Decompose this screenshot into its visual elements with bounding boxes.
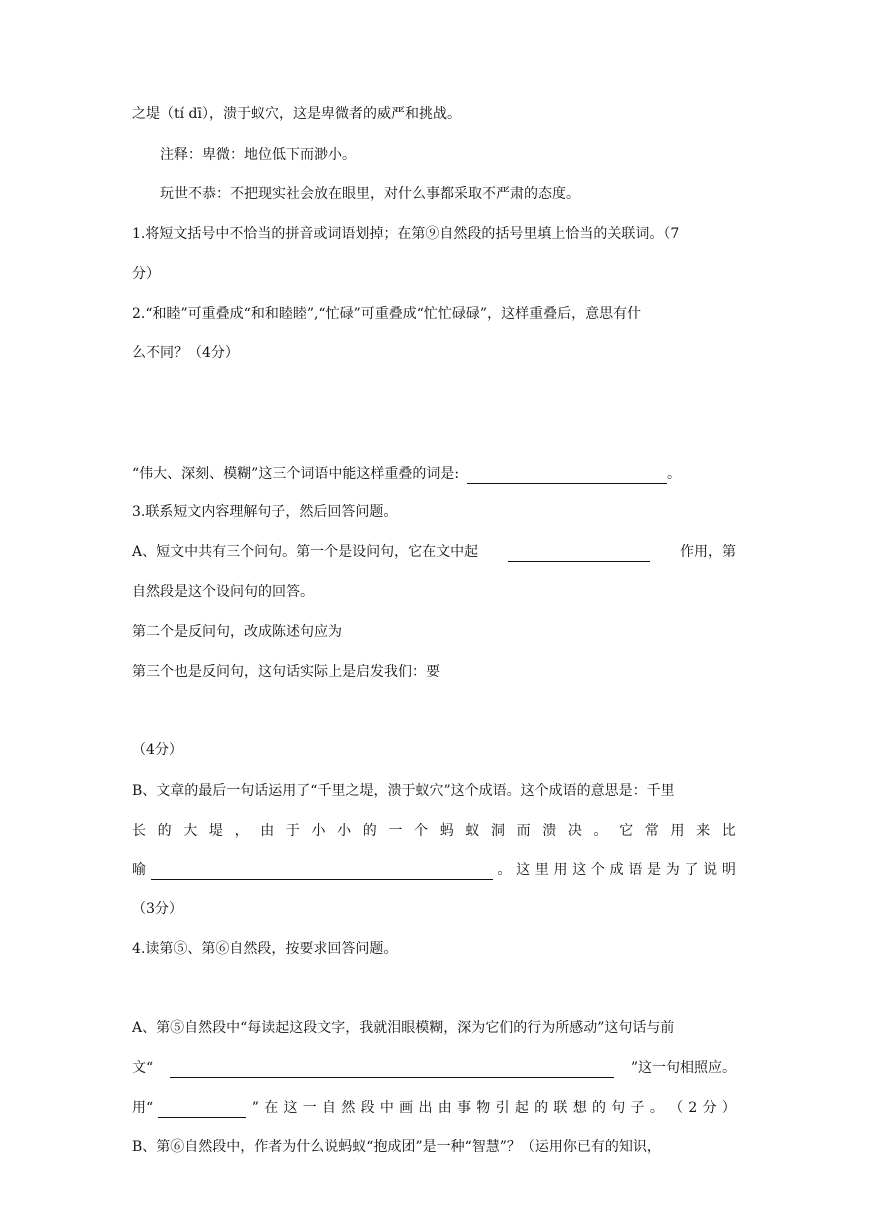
char: 个	[414, 823, 429, 839]
char: 的	[157, 823, 172, 839]
question-3a-third: 第三个也是反问句，这句话实际上是启发我们：要	[132, 664, 440, 680]
char: 一	[388, 823, 403, 839]
char: 比	[721, 823, 736, 839]
quote-close: ”这一句相照应。	[630, 1060, 736, 1076]
char: 引	[495, 1100, 510, 1116]
char: 里	[534, 862, 549, 878]
char: 用	[670, 823, 685, 839]
answer-blank[interactable]	[151, 863, 493, 880]
question-3a-text: A、短文中共有三个问句。第一个是设问句，它在文中起	[132, 544, 479, 560]
char: 是	[647, 862, 662, 878]
question-2-fill	[132, 464, 681, 484]
char: 了	[684, 862, 699, 878]
answer-blank[interactable]	[158, 1101, 246, 1118]
question-3a-tail: 作用，第	[679, 544, 736, 560]
question-1: 1.将短文括号中不恰当的拼音或词语划掉；在第⑨自然段的括号里填上恰当的关联词。（7	[132, 226, 680, 242]
char: 蚁	[465, 823, 480, 839]
question-3b-cont	[132, 821, 736, 841]
char: ，	[234, 823, 249, 839]
note-line: 注释：卑微：地位低下而渺小。	[160, 147, 356, 163]
question-2-fill-text: “伟大、深刻、模糊”这三个词语中能这样重叠的词是:	[132, 466, 460, 482]
question-4a-draw	[132, 1098, 736, 1118]
question-4: 4.读第⑤、第⑥自然段，按要求回答问题。	[132, 941, 398, 957]
char: 而	[516, 823, 531, 839]
question-1-cont: 分）	[132, 266, 160, 282]
char: 于	[285, 823, 300, 839]
char: 的	[534, 1100, 549, 1116]
char: 中	[379, 1100, 394, 1116]
char: 小	[311, 823, 326, 839]
char: 。	[649, 1100, 664, 1116]
question-3a-cont: 自然段是这个设问句的回答。	[132, 584, 314, 600]
char: 画	[399, 1100, 414, 1116]
question-3: 3.联系短文内容理解句子，然后回答问题。	[132, 504, 398, 520]
char: 用	[553, 862, 568, 878]
question-2-cont: 么不同？（4分）	[132, 345, 239, 361]
question-3b-fill	[132, 860, 736, 880]
note-line: 玩世不恭：不把现实社会放在眼里，对什么事都采取不严肃的态度。	[160, 186, 580, 202]
char: 2	[688, 1100, 698, 1116]
char: 溃	[542, 823, 557, 839]
char: 分	[702, 1100, 717, 1116]
char: 语	[628, 862, 643, 878]
char: 由	[260, 823, 275, 839]
char: 事	[457, 1100, 471, 1116]
char: 出	[418, 1100, 433, 1116]
char: 句	[611, 1100, 626, 1116]
char: 明	[721, 862, 736, 878]
char: 喻	[132, 862, 146, 878]
char: 用“	[132, 1100, 154, 1116]
char: 子	[630, 1100, 645, 1116]
char: 长	[132, 823, 146, 839]
char: 段	[360, 1100, 375, 1116]
char: 的	[362, 823, 377, 839]
char: 决	[567, 823, 582, 839]
char: 然	[341, 1100, 356, 1116]
char: 成	[609, 862, 624, 878]
char: 来	[696, 823, 711, 839]
char: 联	[553, 1100, 568, 1116]
score-label: （3分）	[132, 901, 183, 917]
answer-blank[interactable]	[170, 1061, 614, 1078]
question-2: 2.“和睦”可重叠成“和和睦睦”,“忙碌”可重叠成“忙忙碌碌”，这样重叠后，意思有什	[132, 306, 642, 322]
char: 小	[337, 823, 352, 839]
period: 。	[667, 466, 682, 482]
char: ”	[251, 1100, 259, 1116]
char: 它	[619, 823, 634, 839]
char: 自	[322, 1100, 337, 1116]
char: 起	[514, 1100, 529, 1116]
char: 这	[572, 862, 587, 878]
answer-blank[interactable]	[467, 467, 667, 484]
char: 在	[264, 1100, 279, 1116]
char: 。	[497, 862, 512, 878]
char: 由	[437, 1100, 452, 1116]
char: 一	[302, 1100, 317, 1116]
char: 想	[572, 1100, 587, 1116]
question-3a	[132, 542, 736, 562]
score-label: （4分）	[132, 742, 183, 758]
question-3b: B、文章的最后一句话运用了“千里之堤，溃于蚁穴”这个成语。这个成语的意思是：千里	[132, 783, 675, 799]
question-3a-second: 第二个是反问句，改成陈述句应为	[132, 624, 342, 640]
char: 大	[183, 823, 198, 839]
char: 。	[593, 823, 608, 839]
char: （	[669, 1100, 684, 1116]
char: 这	[516, 862, 531, 878]
char: 堤	[208, 823, 223, 839]
char: 说	[703, 862, 718, 878]
char: 常	[644, 823, 659, 839]
question-4a-fill	[132, 1058, 736, 1078]
char: 洞	[490, 823, 505, 839]
char: 蚂	[439, 823, 454, 839]
char: 这	[283, 1100, 298, 1116]
quote-open: 文“	[132, 1060, 154, 1076]
char: 为	[665, 862, 680, 878]
answer-blank[interactable]	[508, 545, 650, 562]
text-line: 之堤（tí dī），溃于蚁穴，这是卑微者的威严和挑战。	[132, 106, 461, 122]
char: 物	[476, 1100, 491, 1116]
question-4a: A、第⑤自然段中“每读起这段文字，我就泪眼模糊，深为它们的行为所感动”这句话与前	[132, 1020, 675, 1036]
char: ）	[721, 1100, 736, 1116]
question-4b: B、第⑥自然段中，作者为什么说蚂蚁“抱成团”是一种“智慧”？（运用你已有的知识，	[132, 1139, 661, 1155]
char: 的	[591, 1100, 606, 1116]
char: 个	[590, 862, 605, 878]
